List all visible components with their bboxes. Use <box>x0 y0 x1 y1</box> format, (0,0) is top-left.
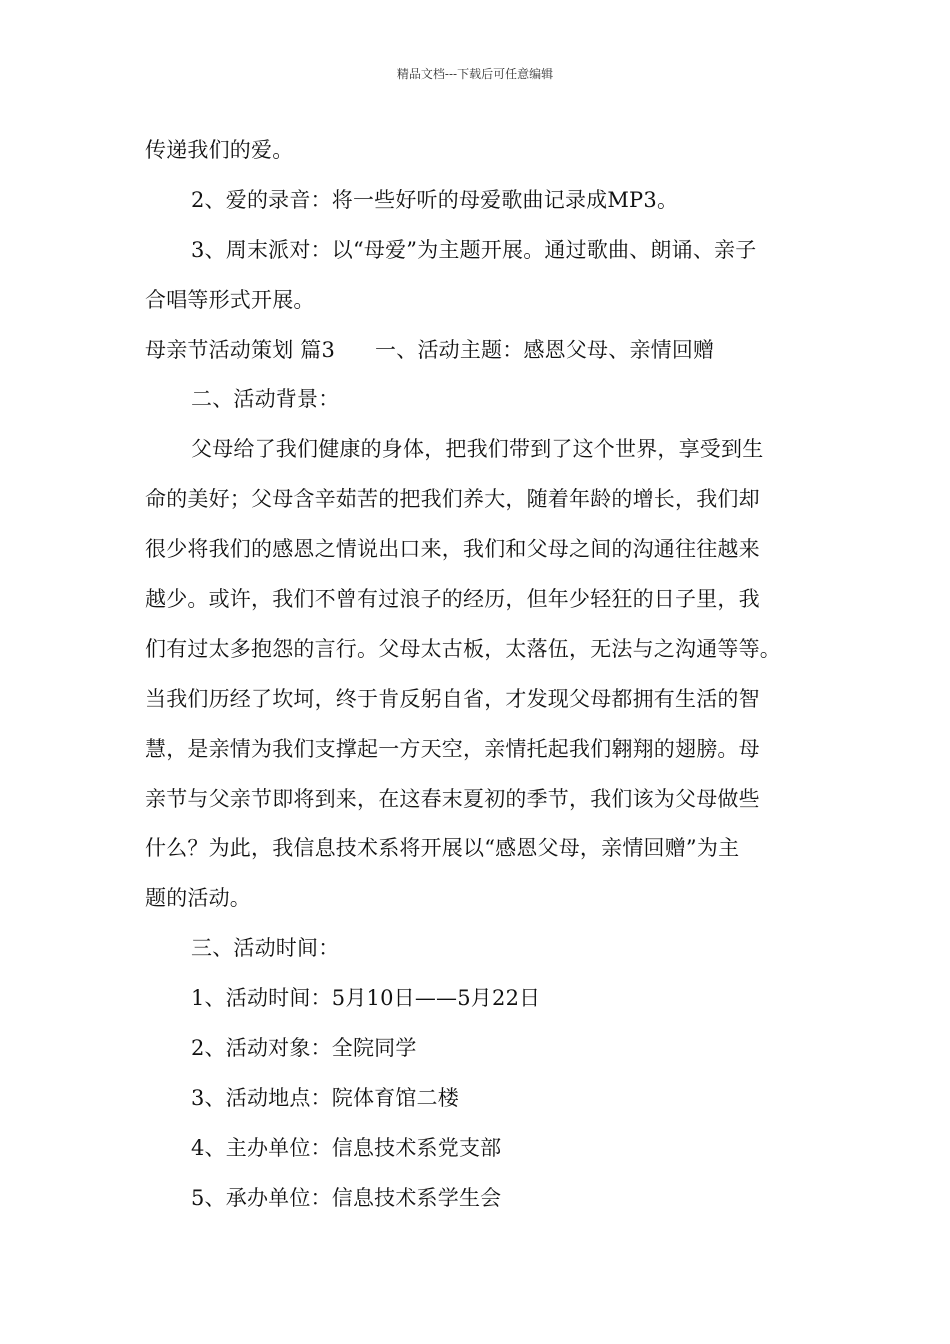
paragraph-line <box>145 625 815 675</box>
section-heading-line <box>145 326 815 376</box>
paragraph-line <box>145 575 815 625</box>
line-text: 二、活动背景： <box>191 387 340 412</box>
line-text: 三、活动时间： <box>191 936 340 961</box>
line-text: 传递我们的爱。 <box>145 138 294 162</box>
paragraph-line <box>145 1074 815 1124</box>
paragraph-line <box>145 425 815 475</box>
paragraph-line <box>145 276 815 326</box>
paragraph-line <box>145 974 815 1024</box>
line-text: 一、活动主题：感恩父母、亲情回赠 <box>375 337 715 362</box>
line-text: 4、主办单位：信息技术系党支部 <box>191 1135 502 1160</box>
paragraph-line <box>145 1024 815 1074</box>
paragraph-line <box>145 475 815 525</box>
line-text: 越少。或许，我们不曾有过浪子的经历，但年少轻狂的日子里，我 <box>145 587 760 612</box>
line-text: 当我们历经了坎坷，终于肯反躬自省，才发现父母都拥有生活的智 <box>145 686 760 711</box>
line-text: 们有过太多抱怨的言行。父母太古板，太落伍，无法与之沟通等等。 <box>145 636 781 661</box>
paragraph-line <box>145 824 815 874</box>
paragraph-line <box>145 1174 815 1224</box>
paragraph-line <box>145 675 815 725</box>
paragraph-line <box>145 176 815 226</box>
line-text: 父母给了我们健康的身体，把我们带到了这个世界，享受到生 <box>191 437 764 462</box>
paragraph-line <box>145 725 815 775</box>
line-text: 2、活动对象：全院同学 <box>191 1036 417 1061</box>
paragraph-line <box>145 226 815 276</box>
paragraph-line <box>145 126 815 176</box>
line-text: 3、活动地点：院体育馆二楼 <box>191 1085 459 1110</box>
document-body <box>145 126 815 1224</box>
line-text: 什么？为此，我信息技术系将开展以“感恩父母，亲情回赠”为主 <box>145 836 740 861</box>
paragraph-line <box>145 874 815 924</box>
paragraph-line <box>145 375 815 425</box>
line-text: 命的美好；父母含辛茹苦的把我们养大，随着年龄的增长，我们却 <box>145 487 760 512</box>
line-text: 题的活动。 <box>145 886 251 911</box>
line-text: 3、周末派对：以“母爱”为主题开展。通过歌曲、朗诵、亲子 <box>191 237 757 262</box>
line-text: 慧，是亲情为我们支撑起一方天空，亲情托起我们翱翔的翅膀。母 <box>145 736 760 761</box>
line-text: 5、承办单位：信息技术系学生会 <box>191 1185 502 1210</box>
line-text: 很少将我们的感恩之情说出口来，我们和父母之间的沟通往往越来 <box>145 537 760 562</box>
page-header: 精品文档---下载后可任意编辑 <box>396 67 554 81</box>
paragraph-line <box>145 525 815 575</box>
line-text: 2、爱的录音：将一些好听的母爱歌曲记录成MP3。 <box>191 187 679 212</box>
paragraph-line <box>145 775 815 825</box>
paragraph-line <box>145 1124 815 1174</box>
line-text: 合唱等形式开展。 <box>145 287 315 312</box>
paragraph-line <box>145 924 815 974</box>
line-text: 1、活动时间：5月10日——5月22日 <box>191 986 541 1011</box>
line-text: 亲节与父亲节即将到来，在这春末夏初的季节，我们该为父母做些 <box>145 786 760 811</box>
section-title: 母亲节活动策划 篇3 <box>145 337 336 362</box>
